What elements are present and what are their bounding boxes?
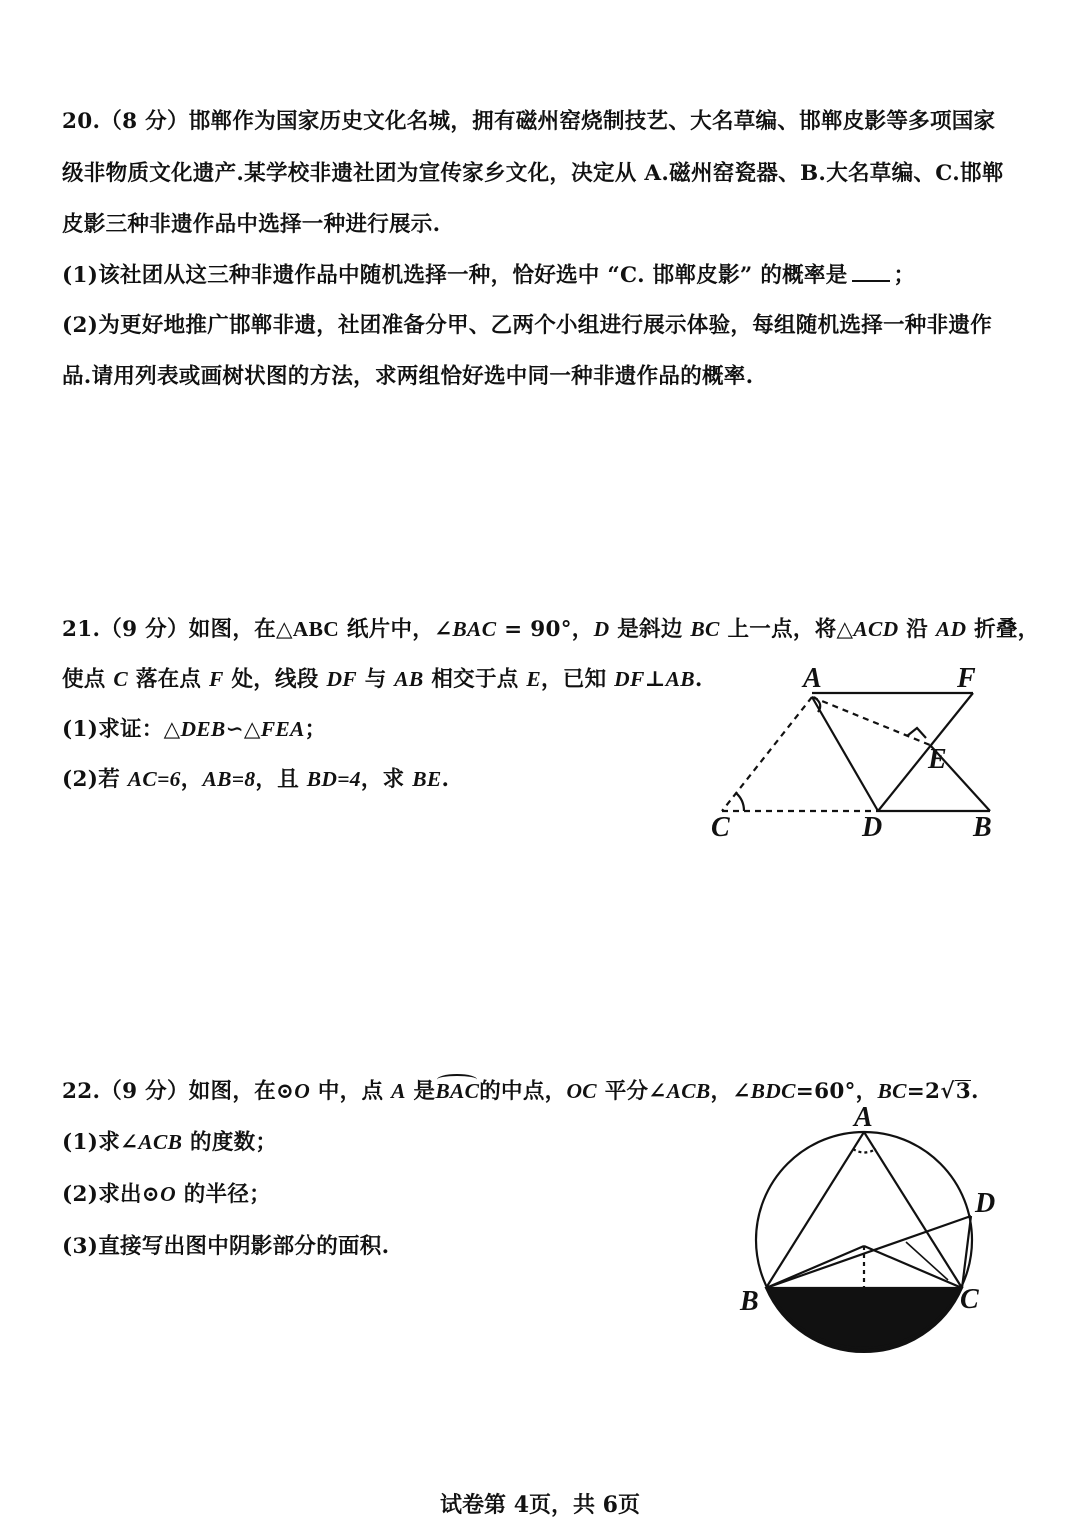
label-e: E — [928, 744, 947, 775]
segment-bc: BC — [877, 1079, 907, 1103]
q22-text: 的度数； — [182, 1130, 278, 1155]
shaded-segment — [766, 1288, 962, 1352]
label-d: D — [975, 1188, 996, 1219]
q21-text: 处，线段 — [223, 667, 327, 692]
point-o: O — [294, 1079, 311, 1103]
q21-text: 上一点，将 — [719, 617, 837, 642]
segment-ad: AD — [935, 617, 967, 641]
segment-bo — [766, 1246, 864, 1288]
given-ab: AB=8 — [202, 767, 256, 791]
q22-text: 的中点， — [479, 1079, 567, 1104]
q22-text: 平分∠ — [596, 1079, 667, 1104]
q21-text: (2)若 — [62, 767, 128, 792]
q20-part-1-end: ； — [893, 263, 916, 288]
point-d: D — [593, 617, 610, 641]
label-f: F — [957, 663, 976, 694]
q22-text: ，∠ — [710, 1079, 751, 1104]
label-c: C — [711, 812, 730, 843]
q21-text: 折叠， — [966, 617, 1040, 642]
q21-text: 落在点 — [128, 667, 210, 692]
q21-text: 相交于点 — [423, 667, 527, 692]
q20-line-3: 皮影三种非遗作品中选择一种进行展示. — [62, 212, 441, 237]
given-bd: BD=4 — [306, 767, 361, 791]
q21-number: 21.（9 分）如图，在 — [62, 617, 276, 642]
q21-text: ，已知 — [540, 667, 615, 692]
point-c: C — [113, 667, 129, 691]
q20-line-1: 20.（8 分）邯郸作为国家历史文化名城，拥有磁州窑烧制技艺、大名草编、邯郸皮影等多项国家 — [62, 109, 996, 134]
q22-text: (1)求∠ — [62, 1130, 139, 1155]
q21-text: 沿 — [898, 617, 936, 642]
q21-text: 与 — [356, 667, 395, 692]
label-a: A — [803, 663, 822, 694]
triangle-acd: △ACD — [836, 617, 899, 641]
angle-mark-a — [853, 1149, 876, 1153]
df-perp-ab: DF⊥AB — [614, 667, 695, 691]
label-b: B — [973, 812, 992, 843]
point-e: E — [526, 667, 541, 691]
q20-part-1-text: (1)该社团从这三种非遗作品中随机选择一种，恰好选中 “C. 邯郸皮影” 的概率是 — [62, 263, 848, 288]
label-b: B — [740, 1286, 759, 1317]
segment-ab — [766, 1132, 864, 1288]
q20-part-2-line-2: 品.请用列表或画树状图的方法，求两组恰好选中同一种非遗作品的概率. — [62, 364, 754, 389]
q22-line-1: 22.（9 分）如图，在⊙O 中，点 A 是BAC的中点，OC 平分∠ACB，∠BDC=60°，BC=2√3. — [62, 1079, 979, 1104]
point-o: O — [160, 1182, 176, 1206]
helper-line — [906, 1242, 948, 1280]
segment-ac — [864, 1132, 962, 1288]
q21-text: = 90°， — [496, 617, 594, 642]
label-d: D — [862, 812, 883, 843]
label-c: C — [960, 1284, 979, 1315]
angle-bdc: BDC — [750, 1079, 796, 1103]
segment-be: BE — [412, 767, 442, 791]
angle-bac: ∠BAC — [434, 617, 497, 641]
q21-text: (1)求证： — [62, 717, 164, 742]
segment-oc-line — [864, 1246, 962, 1288]
angle-acb: ACB — [666, 1079, 711, 1103]
segment-ab: AB — [394, 667, 424, 691]
q22-part-3: (3)直接写出图中阴影部分的面积. — [62, 1234, 390, 1259]
q21-text: ，求 — [360, 767, 413, 792]
point-a: A — [391, 1079, 406, 1103]
segment-oc: OC — [566, 1079, 597, 1103]
q22-text: 是 — [405, 1079, 436, 1104]
page-footer: 试卷第 4页，共 6页 — [440, 1492, 640, 1518]
q20-part-2-line-1: (2)为更好地推广邯郸非遗，社团准备分甲、乙两个小组进行展示体验，每组随机选择一种非遗作 — [62, 313, 993, 338]
q22-text: (2)求出⊙ — [62, 1182, 161, 1207]
sqrt-radicand: 3 — [955, 1079, 972, 1104]
q21-text: ； — [304, 717, 327, 742]
q21-text: . — [441, 767, 450, 792]
q22-text: =2 — [906, 1079, 941, 1104]
q21-text: 使点 — [62, 667, 114, 692]
similar-triangles: △DEB∽△FEA — [163, 717, 305, 741]
point-f: F — [209, 667, 224, 691]
q21-text: . — [694, 667, 703, 692]
q22-text: 的半径； — [175, 1182, 271, 1207]
q20-line-2: 级非物质文化遗产.某学校非遗社团为宣传家乡文化，决定从 A.磁州窑瓷器、B.大名草编、C.邯郸 — [62, 161, 1004, 186]
segment-df: DF — [326, 667, 357, 691]
q22-text: . — [971, 1079, 979, 1104]
given-ac: AC=6 — [127, 767, 181, 791]
q22-text: 中，点 — [310, 1079, 392, 1104]
triangle-abc: △ABC — [275, 617, 340, 641]
q21-text: 纸片中， — [339, 617, 435, 642]
q21-text: ， — [180, 767, 203, 792]
segment-bc: BC — [690, 617, 720, 641]
angle-acb: ACB — [138, 1130, 183, 1154]
q21-text: ，且 — [255, 767, 307, 792]
label-a: A — [854, 1102, 873, 1133]
q22-number: 22.（9 分）如图，在⊙ — [62, 1079, 295, 1104]
arc-bac: BAC — [435, 1079, 480, 1103]
q21-text: 是斜边 — [609, 617, 691, 642]
q22-text: =60°， — [795, 1079, 878, 1104]
